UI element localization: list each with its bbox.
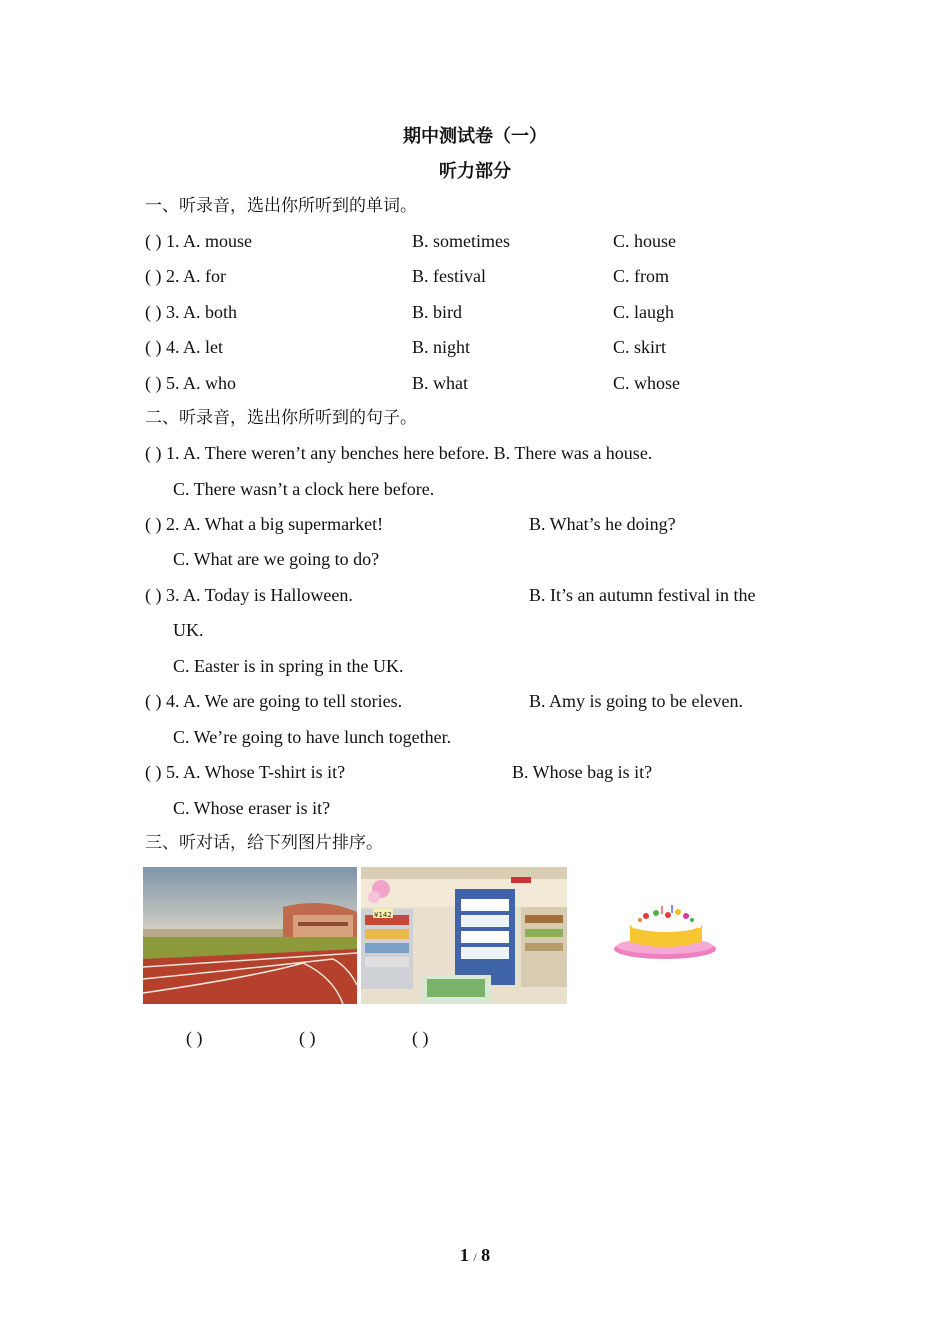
s1-q4-option-a: ( ) 4. A. let [145,337,223,357]
s1-q2-option-c: C. from [613,266,669,286]
s1-q1-option-a: ( ) 1. A. mouse [145,231,252,251]
s2-q3-option-b-continued: UK. [173,620,204,640]
s2-q4-option-b: B. Amy is going to be eleven. [529,691,743,711]
s1-q2-option-a: ( ) 2. A. for [145,266,226,286]
s1-q1-option-b: B. sometimes [412,231,510,251]
page-title: 期中测试卷（一） [403,126,547,146]
s1-q5-option-a: ( ) 5. A. who [145,373,236,393]
s1-q4-option-c: C. skirt [613,337,667,357]
s1-q5-option-c: C. whose [613,373,680,393]
section1-heading: 一、听录音，选出你所听到的单词。 [145,196,417,216]
answer-blank-1[interactable]: ( ) [186,1028,203,1048]
section2-heading: 二、听录音，选出你所听到的句子。 [145,408,417,428]
s2-q3-option-c: C. Easter is in spring in the UK. [173,656,404,676]
s2-q5-option-a: ( ) 5. A. Whose T-shirt is it? [145,762,346,782]
page-total: 8 [481,1245,491,1265]
s2-q5-option-b: B. Whose bag is it? [512,762,653,782]
s2-q4-option-c: C. We’re going to have lunch together. [173,727,452,747]
page-separator: / [473,1250,477,1264]
s2-q3-option-b: B. It’s an autumn festival in the [529,585,756,605]
answer-blank-3[interactable]: ( ) [412,1028,429,1048]
s1-q3-option-b: B. bird [412,302,463,322]
s2-q2-option-c: C. What are we going to do? [173,549,380,569]
page-subtitle: 听力部分 [439,161,511,181]
price-tag-text: ¥142 [374,911,392,919]
s1-q1-option-c: C. house [613,231,676,251]
s1-q3-option-a: ( ) 3. A. both [145,302,237,322]
answer-blank-2[interactable]: ( ) [299,1028,316,1048]
s2-q3-option-a: ( ) 3. A. Today is Halloween. [145,585,353,605]
page-number [0,1244,950,1268]
birthday-cake-picture [612,902,720,964]
s2-q4-option-a: ( ) 4. A. We are going to tell stories. [145,691,403,711]
s2-q2-option-b: B. What’s he doing? [529,514,676,534]
s1-q2-option-b: B. festival [412,266,486,286]
page-current: 1 [459,1245,469,1265]
supermarket-picture [361,867,567,1004]
running-track-picture [143,867,357,1004]
s2-q5-option-c: C. Whose eraser is it? [173,798,331,818]
s2-q1-option-c: C. There wasn’t a clock here before. [173,479,435,499]
s1-q3-option-c: C. laugh [613,302,674,322]
s1-q5-option-b: B. what [412,373,468,393]
s2-q2-option-a: ( ) 2. A. What a big supermarket! [145,514,384,534]
s2-q1-options-ab: ( ) 1. A. There weren’t any benches here before. B. There was a house. [145,443,653,463]
s1-q4-option-b: B. night [412,337,471,357]
section3-heading: 三、听对话，给下列图片排序。 [145,833,383,853]
